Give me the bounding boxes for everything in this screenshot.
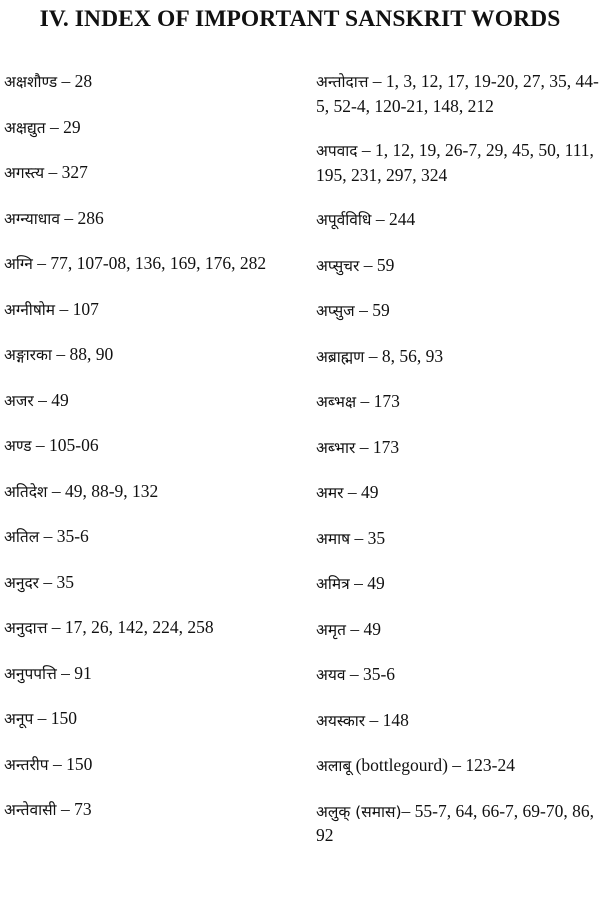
index-word: अतिदेश [4,482,48,501]
index-entry [4,70,304,95]
index-entry [316,481,600,506]
index-entry [316,299,600,324]
page-title: IV. INDEX OF IMPORTANT SANSKRIT WORDS [39,6,561,32]
index-pages: – 150 [33,708,77,728]
index-word: अन्तरीप [4,755,49,774]
index-word: अमित्र [316,575,350,593]
index-pages: – 35 [350,527,386,548]
index-entry [4,434,304,459]
index-pages: – 59 [359,254,395,275]
index-word: अयस्कार [316,711,366,730]
index-entry [4,798,304,823]
index-pages: – 286 [59,207,104,228]
index-word: अपूर्वविधि [316,211,372,229]
index-entry [316,254,600,279]
index-word: अन्तेवासी [4,801,57,819]
index-column-right [316,70,600,869]
index-entry [4,662,304,687]
index-entry [4,161,304,186]
index-entry [316,618,600,643]
index-pages: – 35-6 [345,664,396,684]
index-word: अक्षशौण्ड [4,73,58,91]
index-entry [316,70,600,118]
index-pages: – 173 [355,436,400,457]
index-word: अनुदात्त [4,619,48,637]
index-entry [4,343,304,368]
index-pages: – 150 [48,753,93,774]
index-word: अतिल [4,528,40,546]
index-entry [316,709,600,734]
index-pages: – 8, 56, 93 [364,345,444,366]
index-pages: – 107 [55,298,99,319]
index-entry [4,707,304,732]
index-pages: – 327 [44,162,88,182]
index-word: अन्तोदात्त [316,73,369,91]
index-pages: – 35 [39,571,75,592]
index-pages: – 49, 88-9, 132 [47,480,159,501]
index-word: अब्राह्मण [316,347,365,366]
index-entry [4,480,304,505]
index-pages: – 1, 12, 19, 26-7, 29, 45, 50, 111, 195, 231, 297, 324 [316,140,594,185]
index-entry [4,571,304,596]
index-entry [316,436,600,461]
index-pages: – 1, 3, 12, 17, 19-20, 27, 35, 44-5, 52-4, 120-21, 148, 212 [316,71,599,116]
index-entry [4,525,304,550]
index-entry [316,139,600,187]
index-word: अनूप [4,710,34,728]
index-pages: – 55-7, 64, 66-7, 69-70, 86, 92 [316,800,595,845]
index-word: अब्भक्ष [316,393,357,411]
index-entry [4,116,304,141]
index-word: अमृत [316,620,346,639]
index-entry [316,663,600,688]
index-entry [316,345,600,370]
index-pages: – 173 [356,391,400,411]
index-pages: (bottlegourd) – 123-24 [351,755,516,775]
index-pages: – 49 [343,482,379,502]
index-entry [316,208,600,233]
index-pages: – 59 [354,300,390,320]
index-entry [316,572,600,597]
index-word: अप्सुचर [316,256,360,275]
index-word: अयव [316,666,346,684]
index-pages: – 73 [56,799,92,819]
index-word: अप्सुज [316,302,355,320]
index-pages: – 105-06 [31,435,99,455]
index-word: अमाष [316,529,351,548]
index-entry [316,800,600,848]
index-word: अग्नि [4,255,33,273]
index-entry [316,754,600,779]
index-word: अजर [4,391,34,410]
index-word: अपवाद [316,142,358,160]
index-entry [4,753,304,778]
index-word: अक्षद्युत [4,118,46,137]
index-word: अनुपपत्ति [4,664,57,683]
index-word: अग्न्याधाव [4,209,60,228]
index-entry [4,252,304,277]
index-entry [316,527,600,552]
index-pages: – 29 [45,116,81,137]
index-word: अग्नीषोम [4,300,56,319]
index-word: अब्भार [316,438,356,457]
index-pages: – 35-6 [39,526,89,546]
index-word: अनुदर [4,573,40,592]
index-pages: – 28 [57,71,93,91]
index-pages: – 148 [365,709,409,730]
index-entry [4,389,304,414]
index-pages: – 244 [371,209,416,229]
index-entry [4,207,304,232]
index-pages: – 17, 26, 142, 224, 258 [47,617,214,637]
index-pages: – 91 [56,662,92,683]
index-pages: – 77, 107-08, 136, 169, 176, 282 [32,253,267,273]
index-entry [316,390,600,415]
index-column-left [4,70,304,844]
index-pages: – 88, 90 [51,344,114,364]
index-pages: – 49 [33,389,69,410]
index-word: अलाबू [316,757,352,775]
index-entry [4,298,304,323]
index-pages: – 49 [349,573,385,593]
index-word: अमर [316,484,344,502]
index-word: अगस्त्य [4,164,45,182]
index-pages: – 49 [345,618,381,639]
index-entry [4,616,304,641]
index-word: अण्ड [4,437,32,455]
index-word: अङ्गारका [4,346,52,364]
index-word: अलुक् (समास) [316,802,402,821]
